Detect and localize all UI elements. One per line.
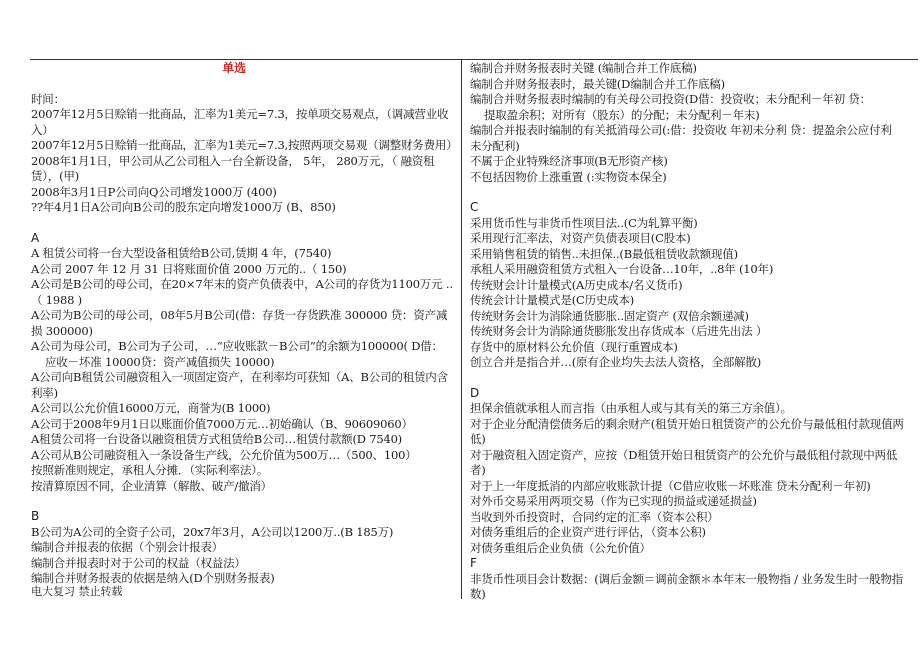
c-item: 创立合并是指合并…(原有企业均失去法人资格，全部解散) (470, 355, 762, 369)
d-item: 对债务重组后的企业资产进行评估，（资本公积) (470, 525, 706, 539)
spacer (470, 185, 906, 200)
d-item: 对于企业分配清偿债务后的剩余财产(租赁开始日租赁资产的公允价与最低租付款现值两低) (470, 416, 904, 446)
a-item: A公司从B公司融资租入一条设备生产线，公允价值为500万…（500、100） (31, 447, 417, 462)
section-c-heading: C (470, 200, 479, 214)
time-item: 2007年12月5日赊销一批商品，汇率为1美元=7.3,按照两项交易观（调整财务费用） (31, 138, 458, 152)
b-item: 编制合并财务报表的依据是纳入(D个别财务报表) (31, 571, 275, 585)
a-item: A公司以公允价值16000万元，商誉为(B 1000) (31, 401, 271, 415)
d-item: 担保余值就承租人而言指（由承租人或与其有关的第三方余值）。 (470, 401, 792, 415)
b-item: 编制合并报表的依据（个别会计报表） (31, 540, 224, 554)
section-d-heading: D (470, 385, 480, 400)
a-item: 按照新准则规定，承租人分摊．（实际利率法）。 (31, 463, 269, 477)
c-item: 传统财务会计为消除通货膨胀发出存货成本（后进先出法 ） (470, 324, 768, 338)
d-item: 对于融资租入固定资产，应按（D租赁开始日租赁资产的公允价与最低租付款现中两低者) (470, 447, 898, 477)
c-item: 传统财务会计为消除通货膨胀..固定资产 (双倍余额递减) (470, 308, 749, 323)
footer-note: 电大复习 禁止转载 (31, 585, 123, 598)
section-title: 单选 (222, 61, 246, 75)
section-f-heading: F (470, 556, 477, 570)
c-item: 传统财会计计量模式(A历史成本/名义货币) (470, 277, 683, 292)
left-column (31, 61, 457, 587)
c-item: 采用现行汇率法，对资产负债表项目(C股本) (470, 231, 691, 245)
a-item: A 租赁公司将一台大型设备租赁给B公司,赁期 4 年，(7540) (31, 246, 332, 260)
d-item: 对于上一年度抵消的内部应收账款计提（C借应收账－坏账准 贷未分配利－年初) (470, 478, 871, 493)
top-item: 不包括因物价上涨重置 (:实物资本保全) (470, 169, 667, 184)
section-b-heading: B (31, 509, 40, 523)
b-item: 编制合并报表时对于公司的权益（权益法） (31, 555, 246, 570)
c-item: 采用货币性与非货币性项目法..(C为轧算平衡) (470, 215, 698, 230)
a-item: A公司是B公司的母公司，在20×7年末的资产负债表中，A公司的存货为1100万元 ..（ 1988 ) (31, 277, 453, 307)
a-item: A租赁公司将一台设备以融资租赁方式租赁给B公司…租赁付款额(D 7540) (31, 432, 402, 446)
spacer (31, 216, 457, 231)
top-item: 编制合并财务报表时，最关键(D编制合并工作底稿) (470, 76, 725, 91)
c-item: 传统会计计量模式是(C历史成本) (470, 293, 635, 307)
time-item: 2007年12月5日赊销一批商品，汇率为1美元=7.3，按单项交易观点，（调减营业收入） (31, 107, 449, 137)
f-item: 非货币性项目会计数据：(调后金额＝调前金额＊本年末一般物指 / 业务发生时一般物指数) (470, 571, 903, 601)
c-item: 存货中的原材料公允价值（现行重置成本) (470, 339, 678, 354)
top-item: 不属于企业特殊经济事项(B无形资产核) (470, 154, 668, 168)
a-item: A公司为B公司的母公司，08年5月B公司(借：存货一存货跌准 300000 贷：资产减损 300000) (31, 308, 448, 338)
section-a-heading: A (31, 230, 40, 245)
spacer (31, 77, 457, 92)
a-item: A公司向B租赁公司融资租入一项固定资产，在利率均可获知（A、B公司的租赁内含利率) (31, 370, 448, 400)
d-item: 对外币交易采用两项交易（作为已实现的损益或递延损益) (470, 494, 757, 508)
time-item: ??年4月1日A公司向B公司的股东定向增发1000万 (B、850) (31, 200, 336, 214)
a-item: A公司为母公司，B公司为子公司，…“应收账款－B公司”的余额为100000( D借： (31, 339, 443, 353)
b-item: B公司为A公司的全资子公司，20x7年3月，A公司以1200万..(B 185万) (31, 524, 394, 539)
a-item: 按清算原因不同，企业清算（解散、破产/撤消） (31, 478, 272, 493)
a-item: A公司 2007 年 12 月 31 日将账面价值 2000 万元的..（ 150) (31, 261, 347, 276)
top-item-continued: 提取盈余积；对所有（股东）的分配；未分配利－年末) (484, 107, 760, 122)
c-item: 承租人采用融资租赁方式租入一台设备…10年，..8年 (10年) (470, 262, 774, 276)
spacer (470, 371, 906, 386)
right-column (470, 61, 906, 603)
top-item: 编制合并财务报表时关键 (编制合并工作底稿) (470, 61, 697, 75)
time-item: 2008年3月1日P公司向Q公司增发1000万 (400) (31, 184, 277, 199)
spacer (31, 494, 457, 509)
time-label: 时间： (31, 91, 65, 106)
top-item: 编制合并财务报表时编制的有关母公司投资(D借：投资收；未分配利－年初 贷： (470, 92, 871, 106)
a-item: A公司于2008年9月1日以账面价值7000万元…初始确认（B、90609060） (31, 416, 413, 431)
a-item-continued: 应收－坏准 10000贷：资产减值损失 10000) (45, 354, 275, 369)
d-item: 对债务重组后企业负债（公允价值） (470, 540, 651, 555)
time-item: 2008年1月1日，甲公司从乙公司租入一台全新设备， 5年， 280万元，（ 融资租赁），(甲) (31, 153, 435, 183)
c-item: 采用销售租赁的销售..未担保..(B最低租赁收款额现值) (470, 246, 738, 261)
column-divider (461, 59, 462, 599)
top-item: 编制合并报表时编制的有关抵消母公司(:借：投资收 年初未分利 贷：提盈余公应付利 未分配利) (470, 123, 892, 153)
d-item: 当收到外币投资时，合同约定的汇率（资本公积） (470, 509, 719, 524)
top-rule (30, 59, 918, 60)
